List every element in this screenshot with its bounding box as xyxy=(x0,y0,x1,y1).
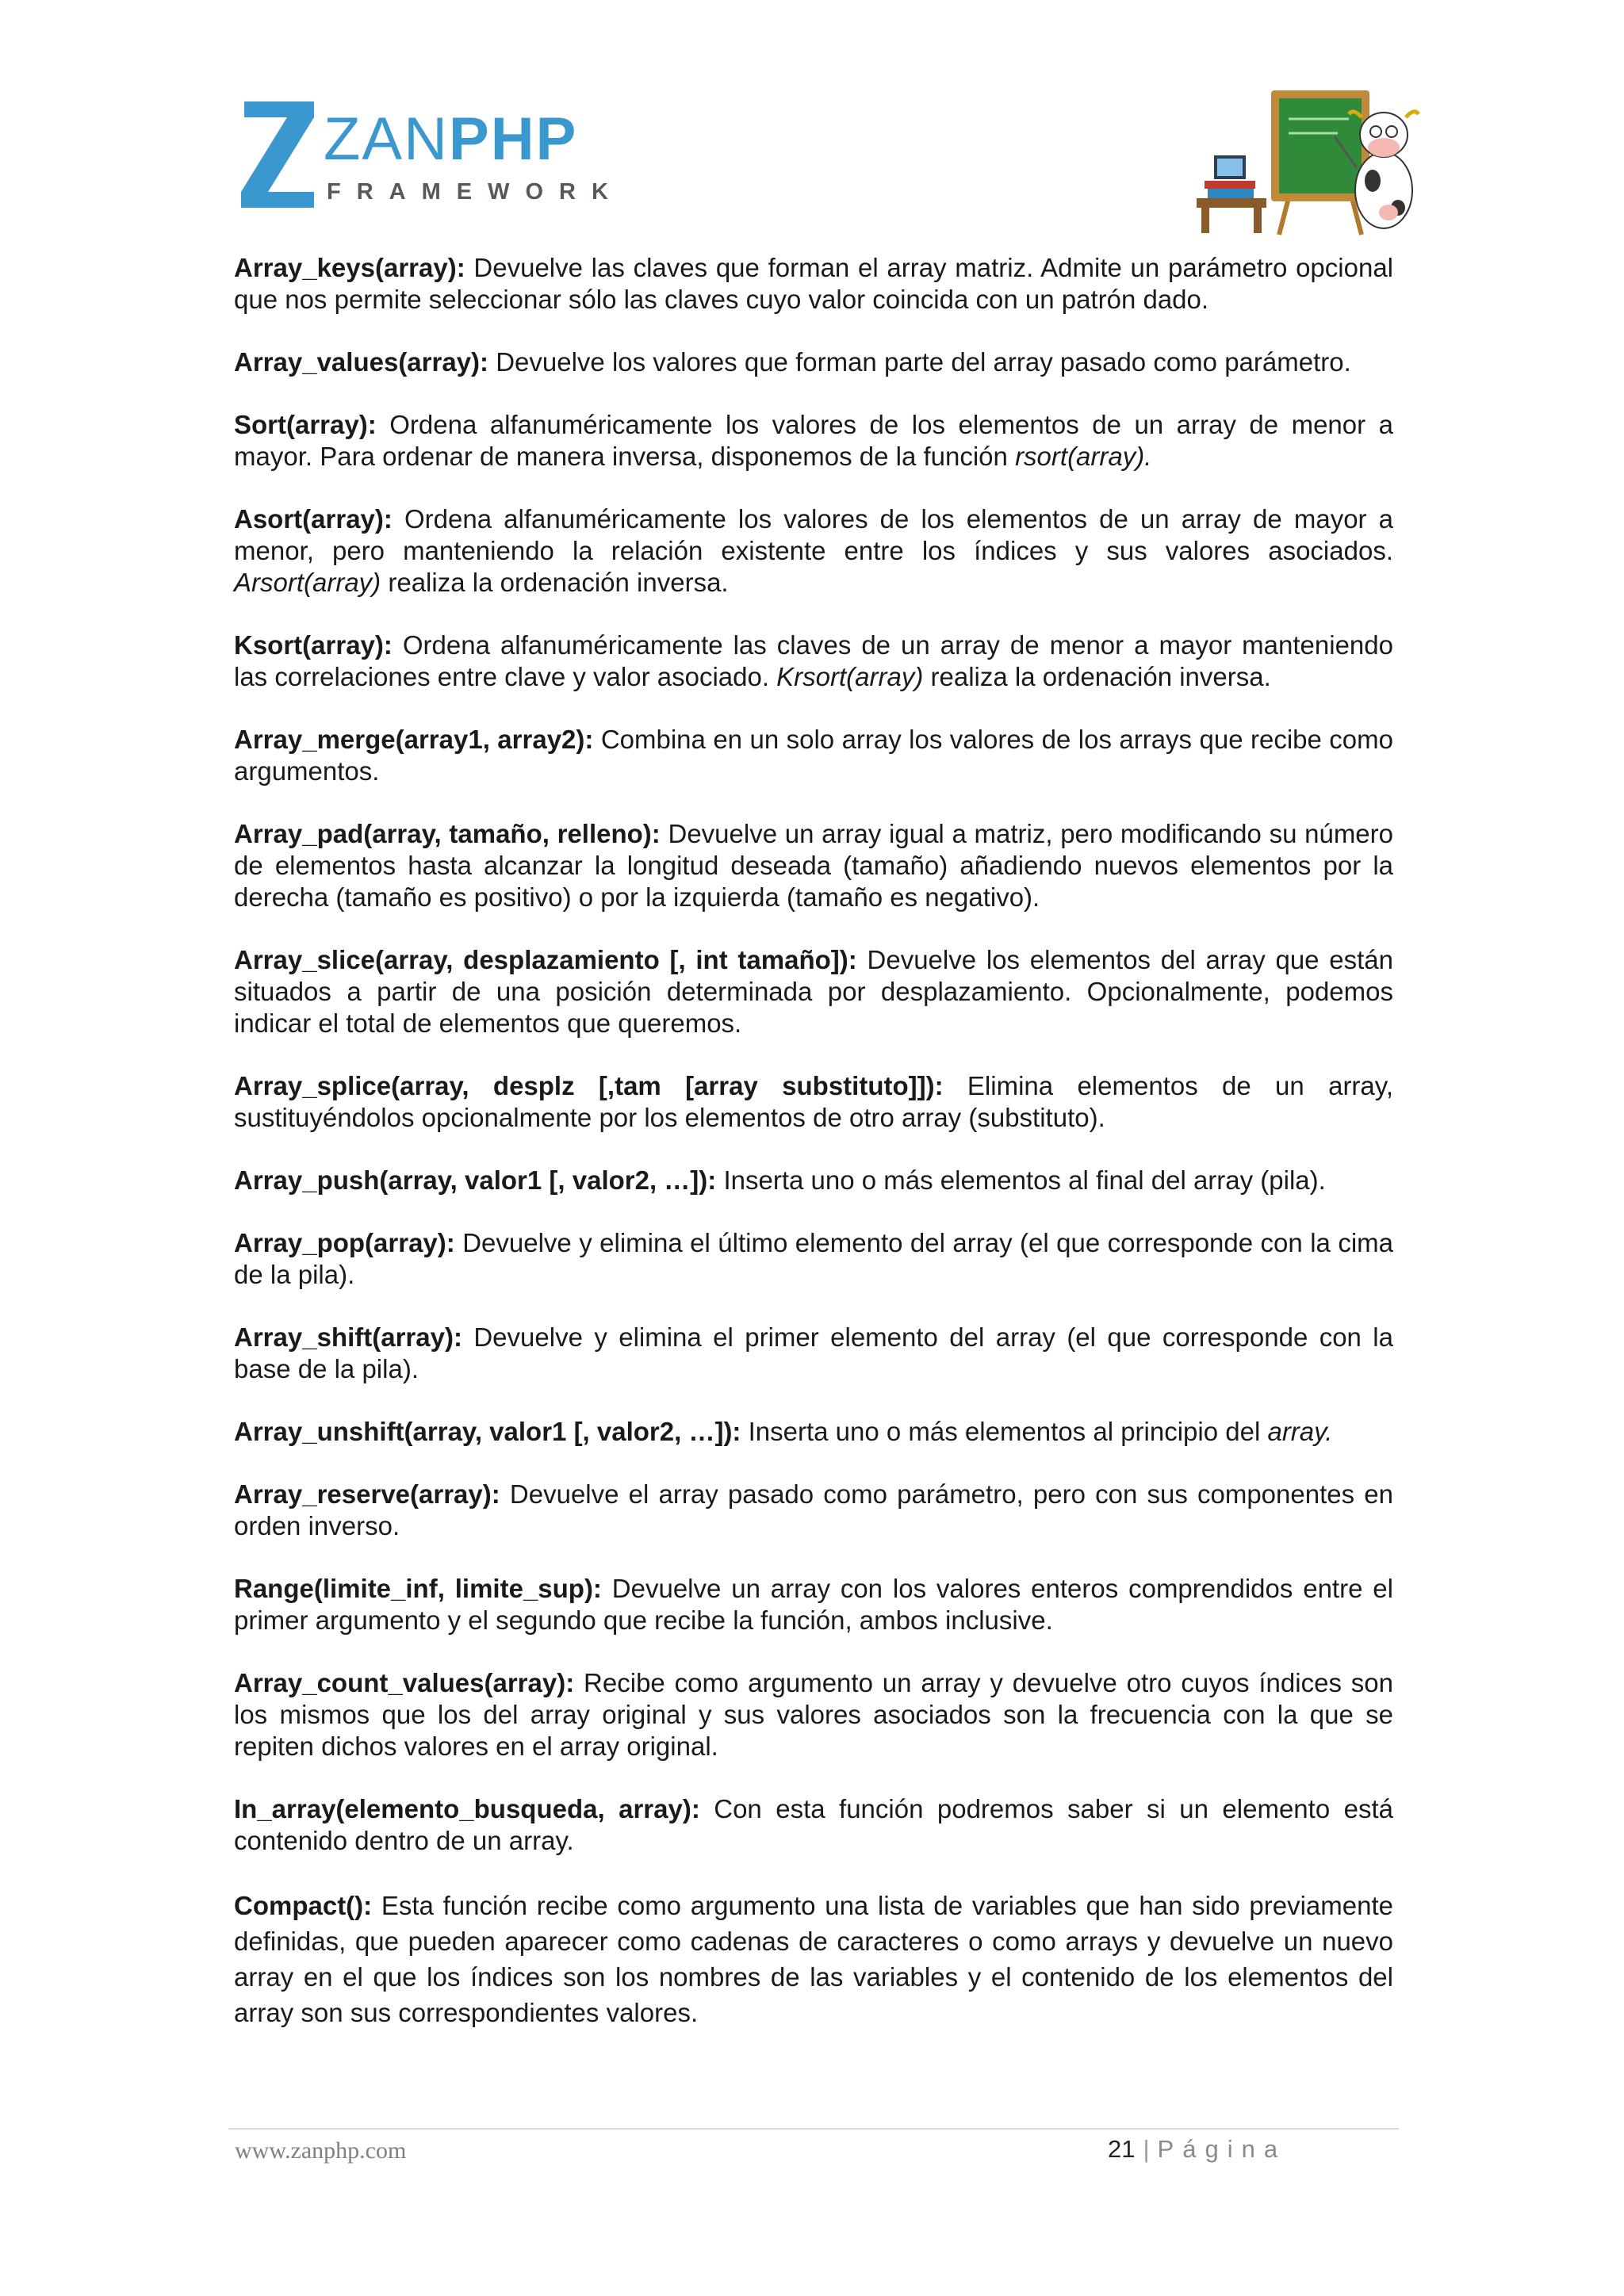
function-signature: Array_slice(array, desplazamiento [, int tamaño]): xyxy=(234,945,857,974)
logo-subtitle: FRAMEWORK xyxy=(327,179,624,205)
function-description: Devuelve las claves que forman el array matriz. Admite un parámetro opcional que nos permite seleccionar sólo las claves cuyo valor coincida con un patrón dado. xyxy=(234,253,1393,314)
function-signature: Array_shift(array): xyxy=(234,1322,462,1352)
page-number-value: 21 xyxy=(1108,2135,1136,2163)
page-label: Página xyxy=(1157,2135,1287,2163)
function-description: Esta función recibe como argumento una lista de variables que han sido previamente definidas, que pueden aparecer como cadenas de caracteres o como arrays y devuelve un nuevo array en el que los índices son los nombres de las variables y el contenido de los elementos del array son sus correspondientes valores. xyxy=(234,1891,1393,2027)
function-description: Con esta función podremos saber si un elemento está contenido dentro de un array. xyxy=(234,1794,1393,1855)
function-signature: Array_keys(array): xyxy=(234,253,465,282)
function-entry xyxy=(234,818,1393,913)
function-entry xyxy=(234,629,1393,693)
function-description: Devuelve un array con los valores enteros comprendidos entre el primer argumento y el segundo que recibe la función, ambos inclusive. xyxy=(234,1574,1393,1635)
function-description: realiza la ordenación inversa. xyxy=(381,568,729,597)
function-description: Ordena alfanuméricamente los valores de los elementos de un array de menor a mayor. Para ordenar de manera inversa, disponemos de la función xyxy=(234,410,1393,471)
function-signature: Compact(): xyxy=(234,1891,373,1920)
function-entry xyxy=(234,1573,1393,1636)
function-description: Elimina elementos de un array, sustituyéndolos opcionalmente por los elementos de otro array (substituto). xyxy=(234,1071,1393,1132)
function-entry xyxy=(234,409,1393,473)
page-number xyxy=(1108,2135,1286,2164)
function-entry xyxy=(234,1667,1393,1762)
function-signature: Sort(array): xyxy=(234,410,377,439)
function-description: Devuelve el array pasado como parámetro, pero con sus componentes en orden inverso. xyxy=(234,1479,1393,1540)
function-description: Devuelve un array igual a matriz, pero modificando su número de elementos hasta alcanzar la longitud deseada (tamaño) añadiendo nuevos elementos por la derecha (tamaño es positivo) o por la izquierda (tamaño es negativo). xyxy=(234,819,1394,912)
function-signature: Array_merge(array1, array2): xyxy=(234,725,594,754)
function-entry xyxy=(234,1165,1393,1196)
function-entry xyxy=(234,1479,1393,1542)
function-entry xyxy=(234,252,1393,316)
function-description: Inserta uno o más elementos al final del array (pila). xyxy=(716,1165,1326,1195)
function-entry xyxy=(234,724,1393,787)
function-description: Devuelve y elimina el último elemento del array (el que corresponde con la cima de la pila). xyxy=(234,1228,1393,1289)
function-description: Ordena alfanuméricamente los valores de los elementos de un array de mayor a menor, pero manteniendo la relación existente entre los índices y sus valores asociados. xyxy=(234,504,1393,565)
function-description: Inserta uno o más elementos al principio del xyxy=(741,1417,1268,1446)
function-description: Devuelve y elimina el primer elemento del array (el que corresponde con la base de la pila). xyxy=(234,1322,1393,1383)
function-entry xyxy=(234,503,1393,599)
function-entry xyxy=(234,944,1393,1039)
function-signature: Array_reserve(array): xyxy=(234,1479,500,1509)
function-entry xyxy=(234,1416,1393,1448)
function-signature: Array_unshift(array, valor1 [, valor2, …]): xyxy=(234,1417,741,1446)
function-description: Recibe como argumento un array y devuelve otro cuyos índices son los mismos que los del array original y sus valores asociados son la frecuencia con la que se repiten dichos valores en el array original. xyxy=(234,1668,1393,1761)
function-entry xyxy=(234,1070,1393,1134)
footer-url: www.zanphp.com xyxy=(235,2137,407,2164)
function-signature: Array_push(array, valor1 [, valor2, …]): xyxy=(234,1165,717,1195)
cow-teacher-mascot-icon xyxy=(1193,79,1423,238)
function-entry xyxy=(234,346,1393,378)
function-signature: Array_values(array): xyxy=(234,347,489,377)
zanphp-logo xyxy=(238,95,624,214)
function-reference: rsort(array). xyxy=(1015,442,1152,471)
page-separator: | xyxy=(1143,2135,1150,2163)
function-signature: Array_splice(array, desplz [,tam [array substituto]]): xyxy=(234,1071,944,1100)
function-signature: Ksort(array): xyxy=(234,630,393,660)
function-reference: Krsort(array) xyxy=(776,662,924,691)
function-signature: Array_count_values(array): xyxy=(234,1668,575,1697)
function-signature: Array_pad(array, tamaño, relleno): xyxy=(234,819,661,848)
function-signature: Array_pop(array): xyxy=(234,1228,455,1257)
function-signature: Range(limite_inf, limite_sup): xyxy=(234,1574,602,1603)
function-description: Ordena alfanuméricamente las claves de un array de menor a mayor manteniendo las correlaciones entre clave y valor asociado. xyxy=(234,630,1393,691)
function-reference: Arsort(array) xyxy=(234,568,381,597)
function-signature: In_array(elemento_busqueda, array): xyxy=(234,1794,700,1823)
function-description: realiza la ordenación inversa. xyxy=(923,662,1271,691)
function-description: Devuelve los elementos del array que están situados a partir de una posición determinada por desplazamiento. Opcionalmente, podemos indicar el total de elementos que queremos. xyxy=(234,945,1393,1038)
function-signature: Asort(array): xyxy=(234,504,393,534)
function-description: Devuelve los valores que forman parte del array pasado como parámetro. xyxy=(488,347,1351,377)
function-reference: array. xyxy=(1267,1417,1333,1446)
function-entry xyxy=(234,1888,1393,2030)
function-entry xyxy=(234,1227,1393,1291)
logo-wordmark: ZANPHP xyxy=(324,105,578,173)
z-logo-icon xyxy=(238,95,317,214)
function-entry xyxy=(234,1793,1393,1857)
function-list xyxy=(234,252,1393,2061)
function-description: Combina en un solo array los valores de los arrays que recibe como argumentos. xyxy=(234,725,1393,786)
footer-divider xyxy=(228,2128,1399,2130)
function-entry xyxy=(234,1322,1393,1385)
